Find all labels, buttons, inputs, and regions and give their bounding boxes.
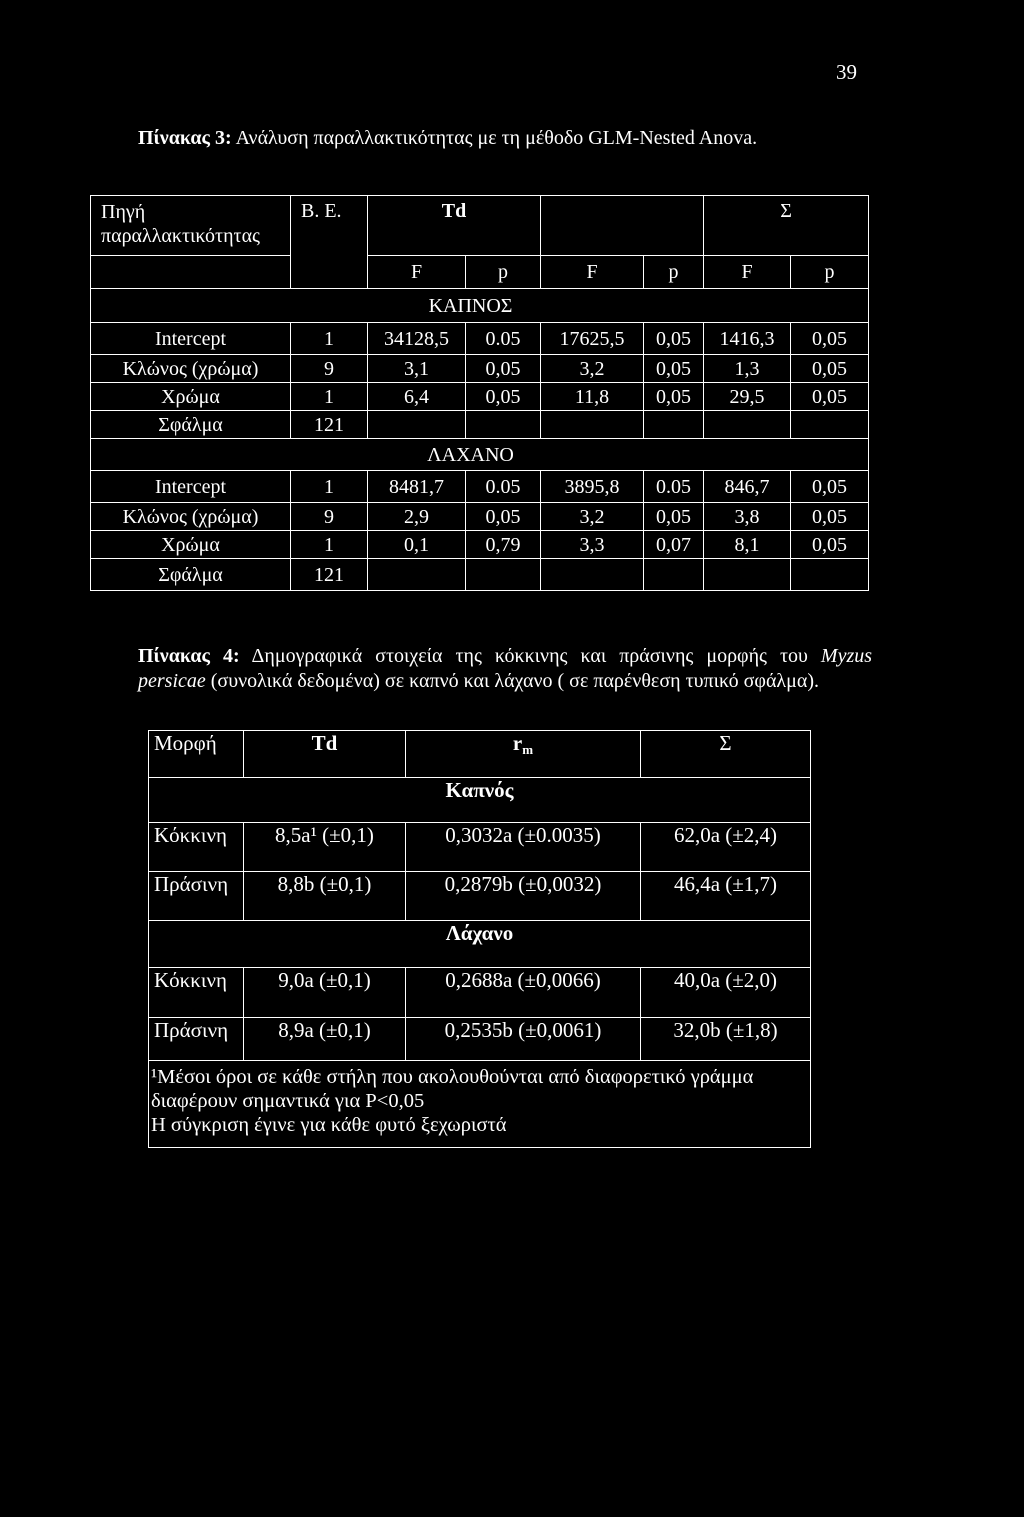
empty-cell	[368, 559, 466, 591]
source-cell: Κλώνος (χρώμα)	[91, 355, 291, 383]
species-epithet: persicae	[138, 670, 206, 692]
td-f-cell: 3,1	[368, 355, 466, 383]
td-cell: 8,8b (±0,1)	[244, 872, 406, 921]
variance-analysis-table	[90, 195, 869, 591]
table4-caption-text: Δημογραφικά στοιχεία της κόκκινης και πράσινης μορφής του	[251, 645, 808, 667]
empty-cell	[541, 559, 644, 591]
sigma-p-cell: 0,05	[791, 355, 869, 383]
td-f-cell: 6,4	[368, 383, 466, 411]
table-row	[91, 323, 869, 355]
mid-p-cell: 0,05	[644, 383, 704, 411]
rm-cell: 0,2535b (±0,0061)	[406, 1018, 641, 1061]
sigma-cell: 32,0b (±1,8)	[641, 1018, 811, 1061]
sigma-f-cell: 1416,3	[704, 323, 791, 355]
sigma-f-cell: 3,8	[704, 503, 791, 531]
table4-caption-text-cont: (συνολικά δεδομένα) σε καπνό και λάχανο ( σε παρένθεση τυπικό σφάλμα).	[210, 670, 819, 692]
mid-f-cell: 3,3	[541, 531, 644, 559]
table-header-row	[149, 731, 811, 778]
mid-f-cell: 11,8	[541, 383, 644, 411]
form-cell: Πράσινη	[149, 872, 244, 921]
footnote-line: Η σύγκριση έγινε για κάθε φυτό ξεχωριστά	[151, 1114, 507, 1136]
source-cell: Intercept	[91, 323, 291, 355]
mid-p-cell: 0.05	[644, 471, 704, 503]
section-row	[149, 921, 811, 968]
td-p-cell: 0,05	[466, 355, 541, 383]
section-title: Καπνός	[445, 778, 514, 802]
section-title: ΚΑΠΝΟΣ	[91, 289, 869, 323]
section-title-cell	[149, 778, 811, 823]
source-subheader-empty	[91, 256, 291, 289]
source-cell: Intercept	[91, 471, 291, 503]
df-cell: 1	[291, 531, 368, 559]
source-cell: Χρώμα	[91, 531, 291, 559]
sigma-header: Σ	[641, 731, 811, 778]
table-row	[91, 383, 869, 411]
sigma-p-cell: 0,05	[791, 383, 869, 411]
td-f-cell: 8481,7	[368, 471, 466, 503]
table3-caption-text: Ανάλυση παραλλακτικότητας με τη μέθοδο GLM-Nested Anova.	[235, 127, 758, 149]
footnote-cell	[149, 1061, 811, 1148]
sigma-cell: 40,0a (±2,0)	[641, 968, 811, 1018]
sigma-p-cell: 0,05	[791, 503, 869, 531]
sigma-f-cell: 8,1	[704, 531, 791, 559]
td-f-cell: 0,1	[368, 531, 466, 559]
empty-cell	[704, 559, 791, 591]
table-row	[149, 823, 811, 872]
empty-cell	[541, 411, 644, 439]
mid-p-cell: 0,05	[644, 355, 704, 383]
mid-p-cell: 0,07	[644, 531, 704, 559]
form-cell: Πράσινη	[149, 1018, 244, 1061]
section-title-cell	[149, 921, 811, 968]
footnote-line: ¹Μέσοι όροι σε κάθε στήλη που ακολουθούνται από διαφορετικό γράμμα	[151, 1066, 754, 1088]
source-header-line1: Πηγή	[101, 201, 146, 223]
middle-group-header	[541, 196, 704, 256]
td-p-cell: 0.05	[466, 323, 541, 355]
section-row	[91, 289, 869, 323]
df-cell: 121	[291, 411, 368, 439]
section-title: ΛΑΧΑΝΟ	[91, 439, 869, 471]
empty-cell	[791, 559, 869, 591]
table-row	[91, 559, 869, 591]
species-genus: Myzus	[820, 645, 873, 667]
table-row	[91, 411, 869, 439]
rm-header	[406, 731, 641, 778]
td-header-label: Td	[311, 731, 338, 755]
td-cell: 8,5a¹ (±0,1)	[244, 823, 406, 872]
df-cell: 9	[291, 355, 368, 383]
rm-cell: 0,2688a (±0,0066)	[406, 968, 641, 1018]
page-number: 39	[836, 60, 857, 84]
table-header-row	[91, 196, 869, 256]
df-cell: 121	[291, 559, 368, 591]
mid-f-cell: 3895,8	[541, 471, 644, 503]
source-cell: Σφάλμα	[91, 411, 291, 439]
empty-cell	[368, 411, 466, 439]
empty-cell	[644, 411, 704, 439]
table4-caption	[138, 644, 872, 694]
df-cell: 1	[291, 323, 368, 355]
sigma-p-cell: 0,05	[791, 531, 869, 559]
table4-caption-line1	[138, 644, 872, 669]
rm-symbol: r	[512, 731, 523, 755]
sigma-p-cell: 0,05	[791, 323, 869, 355]
stat-label-f: F	[541, 256, 644, 289]
source-cell: Χρώμα	[91, 383, 291, 411]
form-header: Μορφή	[149, 731, 244, 778]
source-cell: Σφάλμα	[91, 559, 291, 591]
df-cell: 9	[291, 503, 368, 531]
mid-f-cell: 3,2	[541, 355, 644, 383]
empty-cell	[704, 411, 791, 439]
table-row	[91, 471, 869, 503]
stat-label-f: F	[704, 256, 791, 289]
df-header: Β. Ε.	[291, 196, 368, 289]
table3-caption-label: Πίνακας 3:	[138, 127, 232, 149]
df-cell: 1	[291, 383, 368, 411]
table-row	[149, 872, 811, 921]
td-header	[244, 731, 406, 778]
sigma-cell: 62,0a (±2,4)	[641, 823, 811, 872]
source-header	[91, 196, 291, 256]
td-f-cell: 2,9	[368, 503, 466, 531]
form-cell: Κόκκινη	[149, 823, 244, 872]
table-row	[91, 355, 869, 383]
td-header-label: Td	[441, 200, 467, 222]
td-p-cell: 0.05	[466, 471, 541, 503]
table-row	[91, 503, 869, 531]
sigma-f-cell: 1,3	[704, 355, 791, 383]
rm-subscript: m	[522, 742, 534, 757]
mid-p-cell: 0,05	[644, 503, 704, 531]
footnote-row	[149, 1061, 811, 1148]
td-p-cell: 0,05	[466, 383, 541, 411]
table-row	[91, 531, 869, 559]
empty-cell	[791, 411, 869, 439]
td-header	[368, 196, 541, 256]
td-f-cell: 34128,5	[368, 323, 466, 355]
footnote-line: διαφέρουν σημαντικά για P<0,05	[151, 1090, 425, 1112]
td-p-cell: 0,79	[466, 531, 541, 559]
section-row	[149, 778, 811, 823]
td-cell: 9,0a (±0,1)	[244, 968, 406, 1018]
form-cell: Κόκκινη	[149, 968, 244, 1018]
empty-cell	[644, 559, 704, 591]
stat-label-p: p	[466, 256, 541, 289]
source-cell: Κλώνος (χρώμα)	[91, 503, 291, 531]
table3-caption	[138, 125, 757, 151]
td-cell: 8,9a (±0,1)	[244, 1018, 406, 1061]
sigma-p-cell: 0,05	[791, 471, 869, 503]
df-cell: 1	[291, 471, 368, 503]
empty-cell	[466, 411, 541, 439]
demographic-table	[148, 730, 811, 1148]
stat-label-p: p	[644, 256, 704, 289]
section-title: Λάχανο	[445, 921, 514, 945]
sigma-f-cell: 846,7	[704, 471, 791, 503]
rm-cell: 0,3032a (±0.0035)	[406, 823, 641, 872]
table-subheader-row	[91, 256, 869, 289]
sigma-header: Σ	[704, 196, 869, 256]
mid-f-cell: 17625,5	[541, 323, 644, 355]
section-row	[91, 439, 869, 471]
rm-cell: 0,2879b (±0,0032)	[406, 872, 641, 921]
mid-f-cell: 3,2	[541, 503, 644, 531]
table4-caption-line2	[138, 669, 872, 694]
stat-label-p: p	[791, 256, 869, 289]
table-row	[149, 1018, 811, 1061]
sigma-cell: 46,4a (±1,7)	[641, 872, 811, 921]
table-row	[149, 968, 811, 1018]
mid-p-cell: 0,05	[644, 323, 704, 355]
sigma-f-cell: 29,5	[704, 383, 791, 411]
source-header-line2: παραλλακτικότητας	[101, 225, 260, 247]
table4-caption-label: Πίνακας 4:	[138, 645, 240, 667]
stat-label-f: F	[368, 256, 466, 289]
td-p-cell: 0,05	[466, 503, 541, 531]
empty-cell	[466, 559, 541, 591]
